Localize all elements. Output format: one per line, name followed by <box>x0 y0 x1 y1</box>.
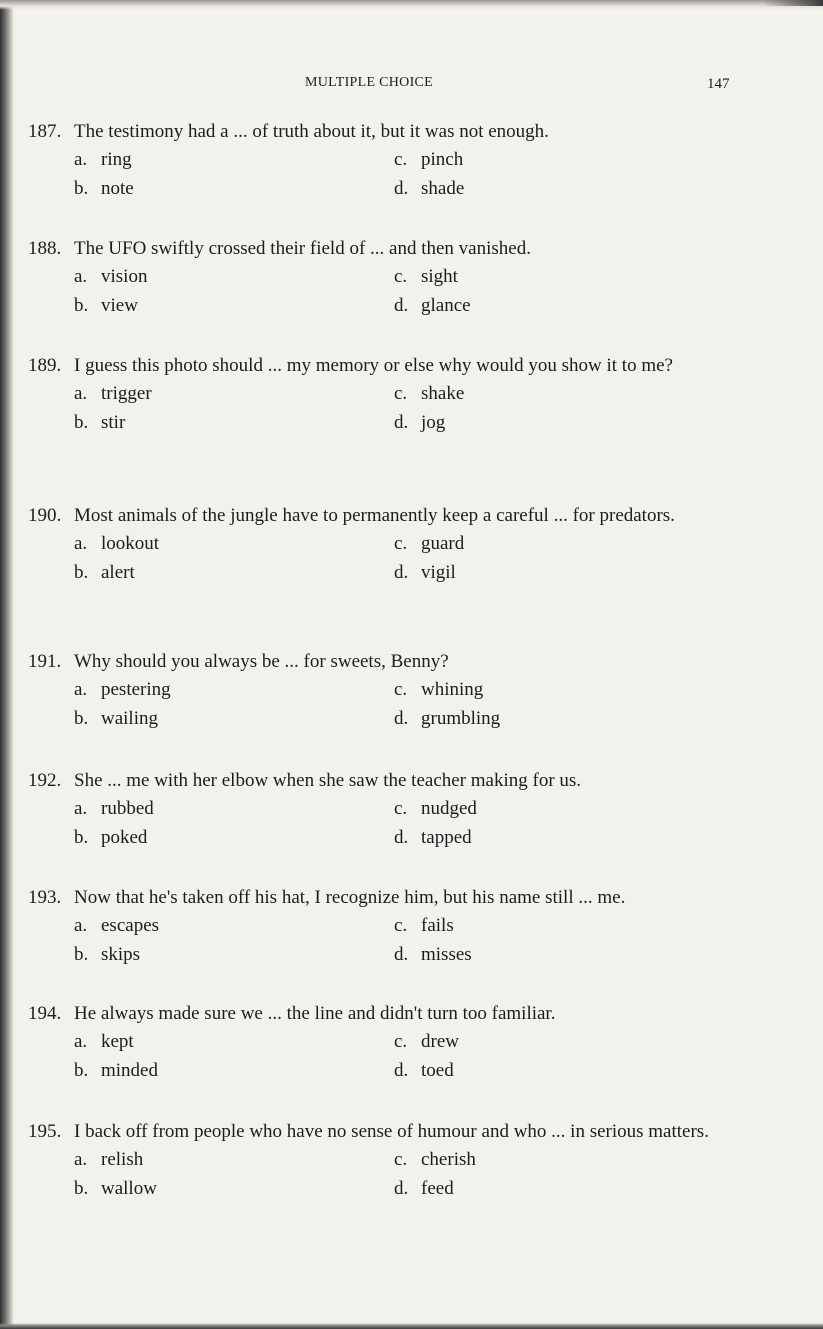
option-a <box>74 380 152 408</box>
option-letter: b. <box>74 295 89 316</box>
option-a <box>74 676 171 704</box>
option-text: ring <box>101 149 132 170</box>
question-stem <box>28 1000 738 1028</box>
option-text: cherish <box>421 1149 476 1170</box>
option-d <box>394 559 456 587</box>
options <box>28 1146 738 1206</box>
question-number: 191. <box>28 651 62 672</box>
option-text: guard <box>421 533 465 554</box>
option-letter: b. <box>74 827 89 848</box>
option-letter: b. <box>74 412 89 433</box>
question-text: I back off from people who have no sense of humour and who ... in serious matters. <box>74 1121 709 1142</box>
question-number: 195. <box>28 1121 62 1142</box>
question-number: 187. <box>28 121 62 142</box>
question-stem <box>28 648 738 676</box>
question-number: 192. <box>28 770 62 791</box>
option-letter: b. <box>74 178 89 199</box>
option-letter: d. <box>394 1060 409 1081</box>
option-text: escapes <box>101 915 160 936</box>
question-stem <box>28 884 738 912</box>
option-text: shake <box>421 383 465 404</box>
option-text: wallow <box>101 1178 157 1199</box>
page-number: 147 <box>707 76 730 92</box>
option-c <box>394 912 454 940</box>
option-letter: d. <box>394 412 409 433</box>
option-letter: c. <box>394 533 408 554</box>
question-text: Why should you always be ... for sweets, Benny? <box>74 651 449 672</box>
option-text: grumbling <box>421 708 501 729</box>
question-stem <box>28 352 738 380</box>
option-text: misses <box>421 944 472 965</box>
question-text: The testimony had a ... of truth about it, but it was not enough. <box>74 121 549 142</box>
option-letter: a. <box>74 266 88 287</box>
option-b <box>74 1175 157 1203</box>
option-text: relish <box>101 1149 144 1170</box>
top-edge-shadow <box>0 0 823 10</box>
option-text: tapped <box>421 827 472 848</box>
option-letter: d. <box>394 178 409 199</box>
option-text: shade <box>421 178 465 199</box>
question-192 <box>28 767 738 855</box>
option-b <box>74 409 125 437</box>
option-c <box>394 263 458 291</box>
option-text: feed <box>421 1178 454 1199</box>
option-letter: c. <box>394 1031 408 1052</box>
option-letter: c. <box>394 266 408 287</box>
options <box>28 380 738 440</box>
options <box>28 676 738 736</box>
option-letter: c. <box>394 798 408 819</box>
option-a <box>74 263 147 291</box>
option-letter: b. <box>74 944 89 965</box>
option-text: view <box>101 295 138 316</box>
option-a <box>74 1028 134 1056</box>
option-text: skips <box>101 944 141 965</box>
question-text: Now that he's taken off his hat, I recognize him, but his name still ... me. <box>74 887 626 908</box>
option-letter: d. <box>394 944 409 965</box>
options <box>28 912 738 972</box>
option-letter: a. <box>74 798 88 819</box>
question-stem <box>28 502 738 530</box>
option-text: pestering <box>101 679 171 700</box>
option-text: toed <box>421 1060 454 1081</box>
option-d <box>394 941 472 969</box>
option-b <box>74 175 134 203</box>
option-letter: b. <box>74 1060 89 1081</box>
option-text: stir <box>101 412 126 433</box>
question-191 <box>28 648 738 736</box>
question-194 <box>28 1000 738 1088</box>
option-b <box>74 824 147 852</box>
option-letter: c. <box>394 915 408 936</box>
question-number: 189. <box>28 355 62 376</box>
question-text: She ... me with her elbow when she saw the teacher making for us. <box>74 770 582 791</box>
option-letter: a. <box>74 679 88 700</box>
question-190 <box>28 502 738 590</box>
options <box>28 263 738 323</box>
option-text: drew <box>421 1031 459 1052</box>
option-text: sight <box>421 266 458 287</box>
question-number: 190. <box>28 505 62 526</box>
option-text: nudged <box>421 798 477 819</box>
option-b <box>74 1057 158 1085</box>
options <box>28 1028 738 1088</box>
option-text: wailing <box>101 708 158 729</box>
option-text: fails <box>421 915 454 936</box>
option-letter: d. <box>394 708 409 729</box>
option-text: vision <box>101 266 148 287</box>
question-text: He always made sure we ... the line and didn't turn too familiar. <box>74 1003 556 1024</box>
option-text: poked <box>101 827 148 848</box>
option-c <box>394 530 464 558</box>
option-d <box>394 1057 454 1085</box>
question-195 <box>28 1118 738 1206</box>
top-right-edge <box>763 0 823 6</box>
options <box>28 146 738 206</box>
option-d <box>394 705 500 733</box>
option-text: vigil <box>421 562 456 583</box>
option-letter: a. <box>74 533 88 554</box>
option-d <box>394 1175 454 1203</box>
question-number: 193. <box>28 887 62 908</box>
question-number: 188. <box>28 238 62 259</box>
book-spine-shadow <box>0 0 14 1329</box>
question-number: 194. <box>28 1003 62 1024</box>
option-text: trigger <box>101 383 152 404</box>
question-187 <box>28 118 738 206</box>
option-c <box>394 1146 476 1174</box>
option-b <box>74 559 135 587</box>
option-c <box>394 676 483 704</box>
option-a <box>74 1146 143 1174</box>
question-stem <box>28 235 738 263</box>
question-text: I guess this photo should ... my memory or else why would you show it to me? <box>74 355 673 376</box>
option-text: lookout <box>101 533 160 554</box>
question-stem <box>28 1118 738 1146</box>
option-b <box>74 941 140 969</box>
bottom-edge-shadow <box>0 1323 823 1329</box>
option-d <box>394 175 464 203</box>
question-text: The UFO swiftly crossed their field of ... and then vanished. <box>74 238 531 259</box>
option-text: alert <box>101 562 135 583</box>
option-text: jog <box>421 412 446 433</box>
options <box>28 530 738 590</box>
option-a <box>74 146 132 174</box>
option-text: pinch <box>421 149 464 170</box>
option-letter: b. <box>74 708 89 729</box>
option-text: kept <box>101 1031 134 1052</box>
option-d <box>394 409 445 437</box>
option-letter: b. <box>74 562 89 583</box>
option-letter: d. <box>394 562 409 583</box>
option-text: whining <box>421 679 484 700</box>
option-letter: a. <box>74 149 88 170</box>
option-c <box>394 795 477 823</box>
question-193 <box>28 884 738 972</box>
option-letter: d. <box>394 827 409 848</box>
option-c <box>394 146 463 174</box>
option-letter: d. <box>394 295 409 316</box>
option-a <box>74 795 154 823</box>
options <box>28 795 738 855</box>
option-text: rubbed <box>101 798 154 819</box>
option-letter: c. <box>394 679 408 700</box>
option-letter: b. <box>74 1178 89 1199</box>
option-a <box>74 912 159 940</box>
option-letter: a. <box>74 1031 88 1052</box>
option-letter: c. <box>394 383 408 404</box>
question-stem <box>28 767 738 795</box>
running-title: MULTIPLE CHOICE <box>305 75 434 90</box>
option-c <box>394 1028 459 1056</box>
option-letter: d. <box>394 1178 409 1199</box>
option-text: glance <box>421 295 471 316</box>
option-text: note <box>101 178 134 199</box>
option-d <box>394 292 471 320</box>
option-d <box>394 824 472 852</box>
option-b <box>74 292 138 320</box>
option-c <box>394 380 464 408</box>
question-stem <box>28 118 738 146</box>
option-letter: a. <box>74 915 88 936</box>
question-188 <box>28 235 738 323</box>
option-a <box>74 530 159 558</box>
option-b <box>74 705 158 733</box>
question-189 <box>28 352 738 440</box>
option-letter: c. <box>394 1149 408 1170</box>
option-letter: c. <box>394 149 408 170</box>
option-text: minded <box>101 1060 158 1081</box>
option-letter: a. <box>74 383 88 404</box>
option-letter: a. <box>74 1149 88 1170</box>
question-text: Most animals of the jungle have to permanently keep a careful ... for predators. <box>74 505 675 526</box>
